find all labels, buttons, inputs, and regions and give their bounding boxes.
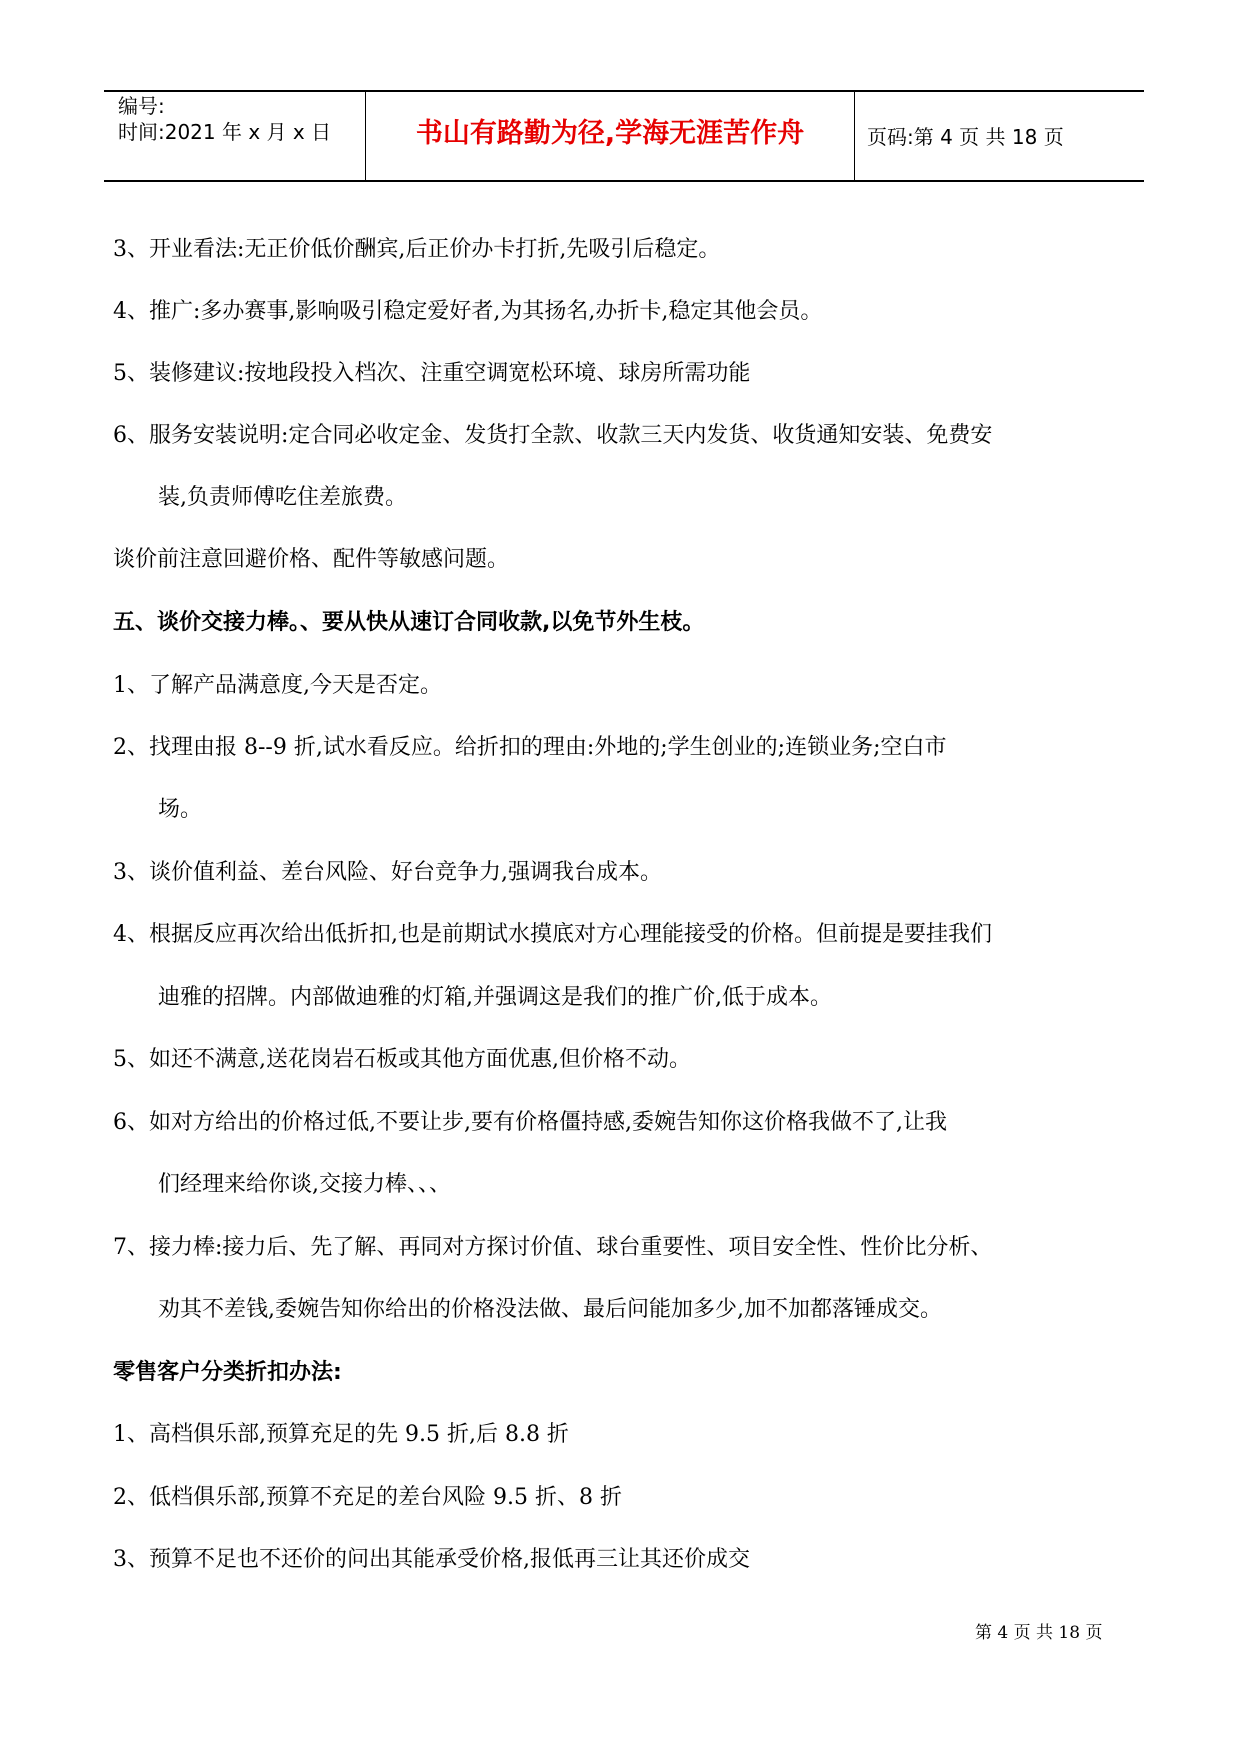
- header-page-info: 页码:第 4 页 共 18 页: [867, 125, 1064, 149]
- text-line: 6、服务安装说明:定合同必收定金、发货打全款、收款三天内发货、收货通知安装、免费安: [113, 423, 993, 448]
- text-line: 1、高档俱乐部,预算充足的先 9.5 折,后 8.8 折: [113, 1422, 569, 1447]
- text-line: 2、低档俱乐部,预算不充足的差台风险 9.5 折、8 折: [113, 1485, 622, 1510]
- text-line: 7、接力棒:接力后、先了解、再同对方探讨价值、球台重要性、项目安全性、性价比分析、: [113, 1235, 993, 1260]
- header-right-cell: [855, 92, 1144, 180]
- text-line: 5、如还不满意,送花岗岩石板或其他方面优惠,但价格不动。: [113, 1047, 691, 1072]
- text-line: 4、推广:多办赛事,影响吸引稳定爱好者,为其扬名,办折卡,稳定其他会员。: [113, 299, 823, 324]
- text-line: 2、找理由报 8--9 折,试水看反应。给折扣的理由:外地的;学生创业的;连锁业务;空白市: [113, 735, 947, 760]
- text-line: 3、预算不足也不还价的问出其能承受价格,报低再三让其还价成交: [113, 1547, 750, 1572]
- header-motto: 书山有路勤为径,学海无涯苦作舟: [415, 118, 805, 149]
- header-left-cell: [104, 92, 366, 180]
- text-line: 谈价前注意回避价格、配件等敏感问题。: [113, 547, 510, 572]
- text-line: 1、了解产品满意度,今天是否定。: [113, 673, 442, 698]
- text-line: 6、如对方给出的价格过低,不要让步,要有价格僵持感,委婉告知你这价格我做不了,让我: [113, 1110, 947, 1135]
- text-line-continuation: 迪雅的招牌。内部做迪雅的灯箱,并强调这是我们的推广价,低于成本。: [158, 985, 832, 1010]
- text-line-continuation: 场。: [158, 797, 203, 822]
- section-heading: 零售客户分类折扣办法:: [113, 1360, 342, 1385]
- text-line-continuation: 劝其不差钱,委婉告知你给出的价格没法做、最后问能加多少,加不加都落锤成交。: [158, 1297, 942, 1322]
- text-line: 3、开业看法:无正价低价酬宾,后正价办卡打折,先吸引后稳定。: [113, 237, 721, 262]
- page-header: [104, 90, 1144, 182]
- text-line-continuation: 装,负责师傅吃住差旅费。: [158, 485, 407, 510]
- text-line-continuation: 们经理来给你谈,交接力棒、、、: [158, 1172, 451, 1197]
- header-middle-cell: [366, 92, 855, 180]
- text-line: 5、装修建议:按地段投入档次、注重空调宽松环境、球房所需功能: [113, 361, 751, 386]
- text-line: 3、谈价值利益、差台风险、好台竞争力,强调我台成本。: [113, 860, 662, 885]
- section-heading: 五、谈价交接力棒。、要从快从速订合同收款,以免节外生枝。: [113, 610, 705, 635]
- text-line: 4、根据反应再次给出低折扣,也是前期试水摸底对方心理能接受的价格。但前提是要挂我们: [113, 922, 992, 947]
- document-time: 时间:2021 年 x 月 x 日: [118, 120, 332, 144]
- page-footer: 第 4 页 共 18 页: [975, 1623, 1103, 1643]
- document-number-label: 编号:: [118, 94, 165, 118]
